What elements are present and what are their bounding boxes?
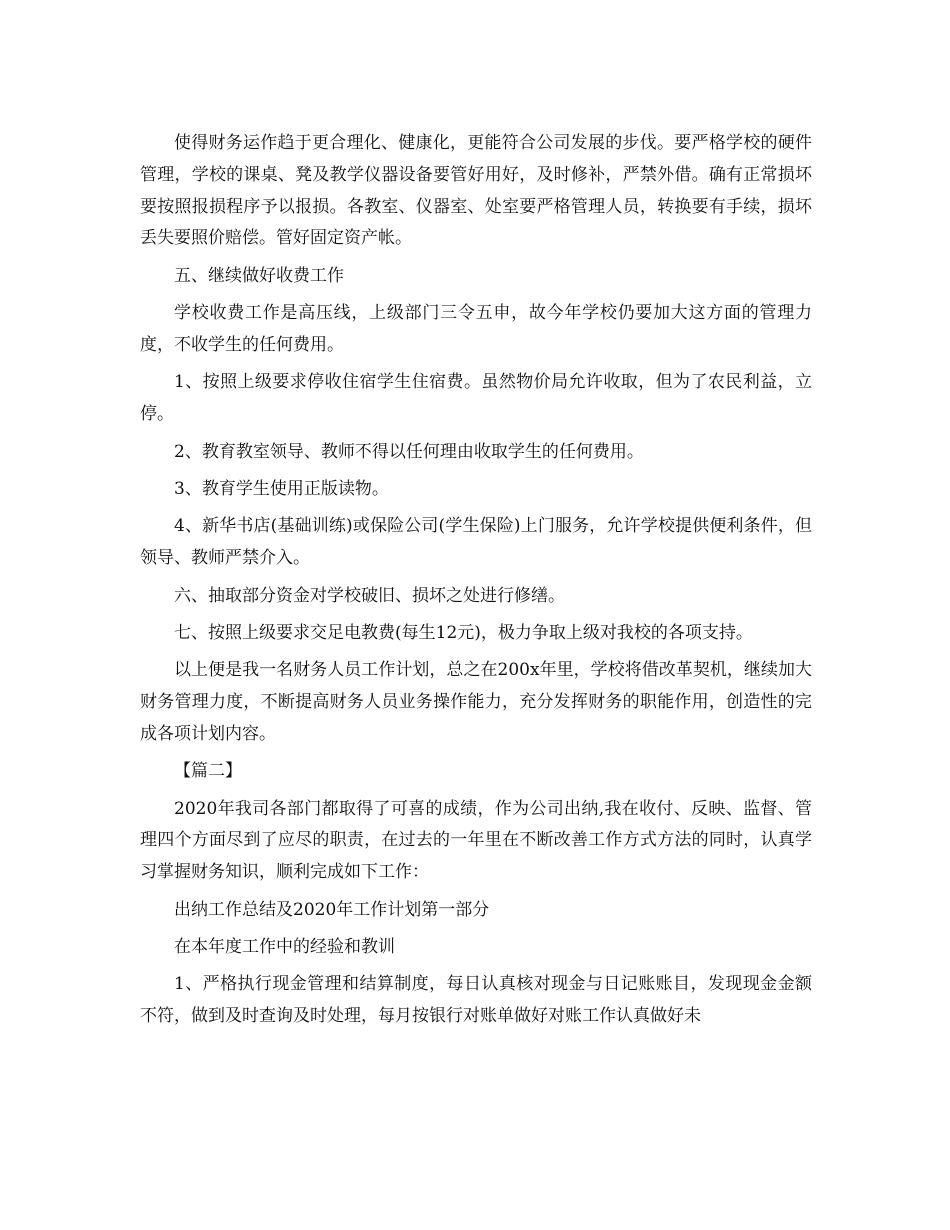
experience-heading: 在本年度工作中的经验和教训 bbox=[174, 937, 395, 958]
document-page bbox=[140, 128, 812, 1039]
list-item-3: 3、教育学生使用正版读物。 bbox=[174, 478, 389, 499]
part-one-heading: 出纳工作总结及2020年工作计划第一部分 bbox=[174, 899, 490, 920]
part-two-intro: 2020年我司各部门都取得了可喜的成绩，作为公司出纳,我在收付、反映、监督、管理四个方面尽到了应尽的职责，在过去的一年里在不断改善工作方式方法的同时，认真学习掌握财务知识，顺利完成如下工作： bbox=[140, 798, 812, 883]
summary-paragraph: 以上便是我一名财务人员工作计划，总之在200x年里，学校将借改革契机，继续加大财务管理力度，不断提高财务人员业务操作能力，充分发挥财务的职能作用，创造性的完成各项计划内容。 bbox=[140, 660, 812, 744]
list-item-1: 1、按照上级要求停收住宿学生住宿费。虽然物价局允许收取，但为了农民利益，立停。 bbox=[140, 372, 812, 425]
paragraph-1: 使得财务运作趋于更合理化、健康化，更能符合公司发展的步伐。要严格学校的硬件管理，学校的课桌、凳及教学仪器设备要管好用好，及时修补，严禁外借。确有正常损坏要按照报损程序予以报损。各教室、仪器室、处室要严格管理人员，转换要有手续，损坏丢失要照价赔偿。管好固定资产帐。 bbox=[140, 133, 812, 249]
list-item-cash-management: 1、严格执行现金管理和结算制度，每日认真核对现金与日记账账目，发现现金金额不符，做到及时查询及时处理，每月按银行对账单做好对账工作认真做好未 bbox=[140, 974, 812, 1027]
paragraph-3: 学校收费工作是高压线，上级部门三令五申，故今年学校仍要加大这方面的管理力度，不收学生的任何费用。 bbox=[140, 303, 812, 355]
list-item-2: 2、教育教室领导、教师不得以任何理由收取学生的任何费用。 bbox=[174, 441, 644, 462]
section-heading-6: 六、抽取部分资金对学校破旧、损坏之处进行修缮。 bbox=[174, 585, 565, 606]
list-item-4: 4、新华书店(基础训练)或保险公司(学生保险)上门服务，允许学校提供便利条件，但领导、教师严禁介入。 bbox=[140, 516, 812, 569]
part-two-heading: 【篇二】 bbox=[174, 761, 242, 782]
section-heading-7: 七、按照上级要求交足电教费(每生12元)，极力争取上级对我校的各项支持。 bbox=[174, 622, 753, 643]
section-heading-5: 五、继续做好收费工作 bbox=[174, 265, 344, 286]
